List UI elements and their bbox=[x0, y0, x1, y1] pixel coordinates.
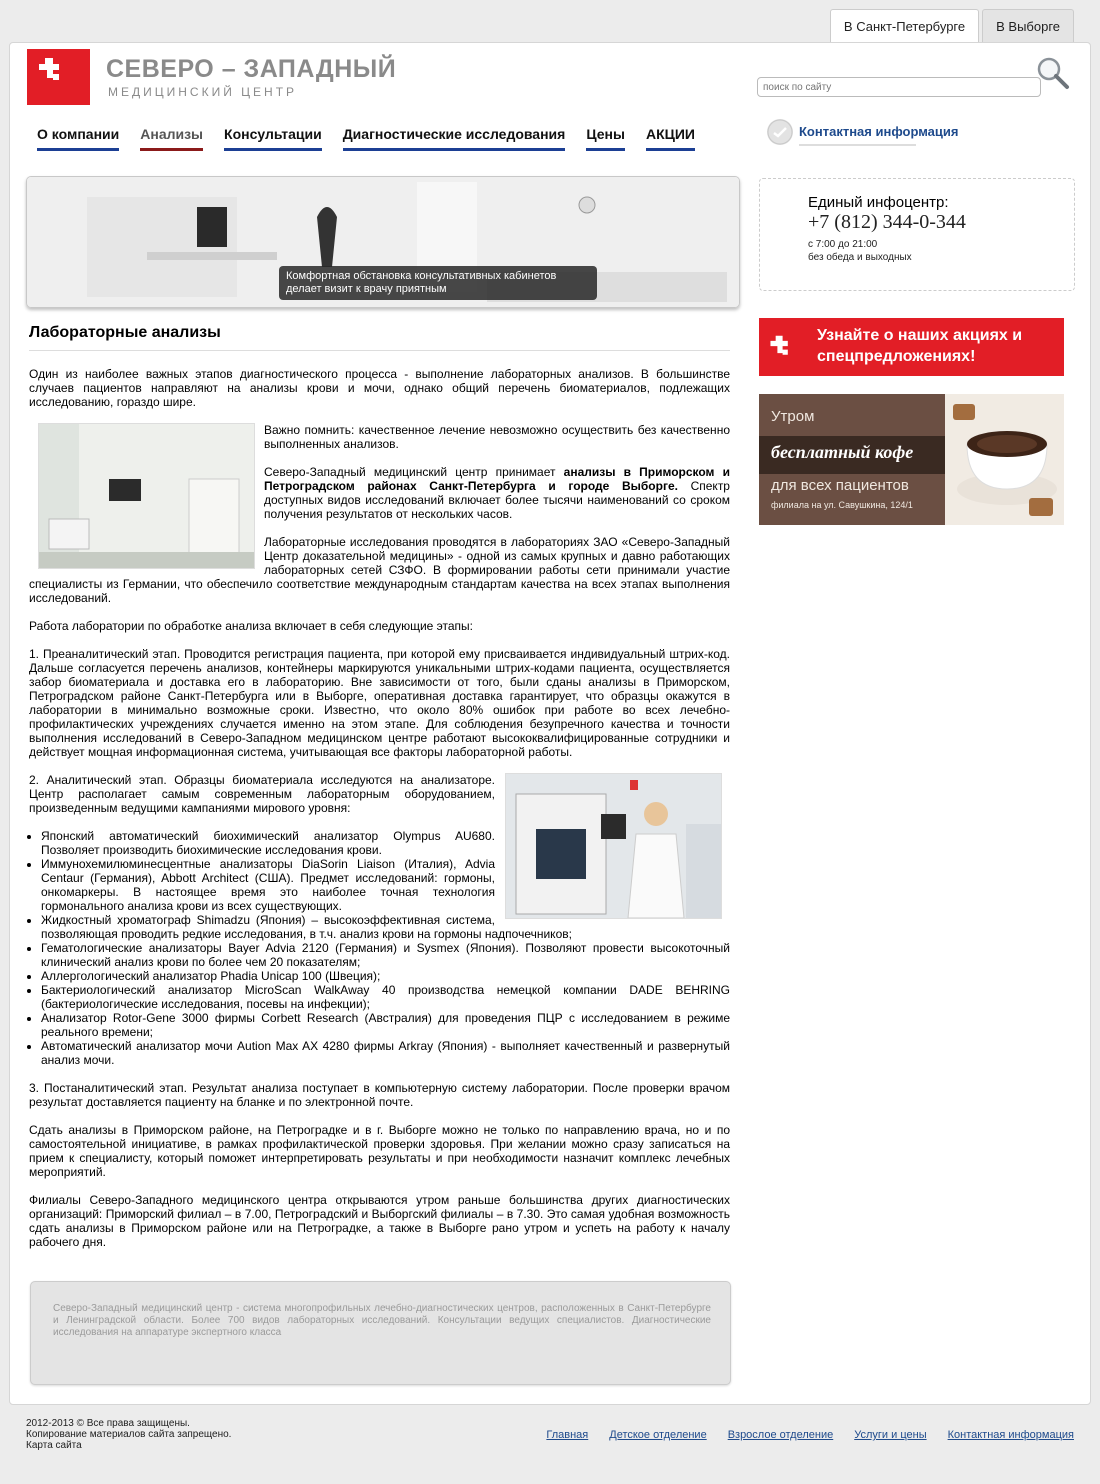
banner bbox=[26, 176, 740, 308]
tab-vyborg[interactable]: В Выборге bbox=[982, 9, 1074, 43]
list-item: • Гематологические анализаторы Bayer Advia 2120 (Германия) и Sysmex (Япония). Позволяют провести высокоточный клинический анализ крови по более чем 20 показателям; bbox=[41, 941, 730, 969]
page-container bbox=[9, 42, 1091, 1405]
infocenter-box bbox=[759, 178, 1075, 291]
article-paragraph: Лабораторные исследования проводятся в лабораториях ЗАО «Северо-Западный Центр доказательной медицины» - одной из самых крупных и давно работающих лабораторных сетей СЗФО. В формировании работы сети принимали участие специалисты из Германии, что обеспечило соответствие международным стандартам качества на всех этапах выполнения исследований. bbox=[29, 535, 730, 605]
page-title: Лабораторные анализы bbox=[29, 323, 730, 351]
article-paragraph: 1. Преаналитический этап. Проводится регистрация пациента, при которой ему присваивается индивидуальный штрих-код. Дальше согласуется перечень анализов, контейнеры маркируются уникальными штрих-кодами пациента, осуществляется забор биоматериала и доставка его в лабораторию. Вне зависимости от того, были сданы анализы в Приморском, Петроградском районе Санкт-Петербурга или в Выборге, оперативная доставка гарантирует, что образцы окажутся в лаборатории в минимально возможные сроки. Известно, что около 80% ошибок при работе во всех лечебно-профилактических учреждениях случается именно на этом этапе. Для соблюдения безупречного качества и точности выполнения исследований в Северо-Западном медицинском центре работают высококвалифицированные сотрудники и действует мощная информационная система, учитывающая все факторы лабораторной работы. bbox=[29, 647, 730, 759]
list-item: • Бактериологический анализатор MicroScan WalkAway 40 производства немецкой компании DADE BEHRING (бактериологические исследования, посевы на инфекции); bbox=[41, 983, 730, 1011]
lab-technician-photo bbox=[505, 773, 722, 919]
city-tabs bbox=[830, 9, 1074, 43]
tab-spb[interactable]: В Санкт-Петербурге bbox=[830, 9, 979, 43]
footer-about-text: Северо-Западный медицинский центр - система многопрофильных лечебно-диагностических центров, расположенных в Санкт-Петербурге и Ленинградской области. Более 700 видов лабораторных исследований. Консультации ведущих специалистов. Диагностические исследования на аппаратуре экспертного класса bbox=[53, 1303, 711, 1338]
list-item: • Аллергологический анализатор Phadia Unicap 100 (Швеция); bbox=[41, 969, 730, 983]
article-paragraph: Северо-Западный медицинский центр принимает анализы в Приморском и Петроградском районах Санкт-Петербурга и городе Выборге. Спектр доступных видов исследований включает более тысячи наименований со сроком получения результатов от нескольких часов. bbox=[264, 465, 730, 521]
infocenter-hours: с 7:00 до 21:00 bbox=[808, 239, 878, 250]
nav-about[interactable]: О компании bbox=[37, 126, 119, 151]
logo[interactable] bbox=[27, 49, 90, 105]
article-paragraph: Важно помнить: качественное лечение невозможно осуществить без качественно выполненных анализов. bbox=[264, 423, 730, 451]
footer-link-home[interactable]: Главная bbox=[546, 1429, 589, 1441]
search-input[interactable] bbox=[757, 77, 1041, 97]
footer-nav bbox=[546, 1429, 1074, 1441]
article-paragraph: Один из наиболее важных этапов диагностического процесса - выполнение лабораторных анализов. В большинстве случаев пациентов направляют на анализы крови и мочи, однако общий перечень биоматериалов, подлежащих исследованию, гораздо шире. bbox=[29, 367, 730, 409]
logo-title: СЕВЕРО – ЗАПАДНЫЙ bbox=[106, 55, 397, 83]
nav-promotions[interactable]: АКЦИИ bbox=[646, 126, 695, 151]
coffee-line-2: бесплатный кофе bbox=[771, 442, 914, 462]
nav-analyses[interactable]: Анализы bbox=[140, 126, 203, 151]
infocenter-label: Единый инфоцентр: bbox=[808, 194, 949, 211]
list-item: • Анализатор Rotor-Gene 3000 фирмы Corbett Research (Австралия) для проведения ПЦР с исследованием в режиме реального времени; bbox=[41, 1011, 730, 1039]
list-item: • Автоматический анализатор мочи Aution Max AX 4280 фирмы Arkray (Япония) - выполняет качественный и развернутый анализ мочи. bbox=[41, 1039, 730, 1067]
lab-room-photo bbox=[38, 423, 255, 569]
contact-info-label: Контактная информация bbox=[799, 124, 959, 139]
nav-consultations[interactable]: Консультации bbox=[224, 126, 322, 151]
cross-logo-icon bbox=[35, 58, 65, 84]
footer-about-box bbox=[30, 1281, 731, 1385]
coffee-line-3: для всех пациентов bbox=[771, 477, 909, 494]
banner-caption: Комфортная обстановка консультативных кабинетов делает визит к врачу приятным bbox=[279, 266, 597, 300]
coffee-cup-image bbox=[945, 394, 1064, 525]
cross-logo-icon bbox=[767, 335, 793, 359]
contact-info-link[interactable] bbox=[767, 119, 967, 147]
coffee-line-1: Утром bbox=[771, 408, 815, 425]
article bbox=[29, 323, 730, 1263]
search-icon[interactable] bbox=[1036, 56, 1070, 90]
footer-link-services[interactable]: Услуги и цены bbox=[854, 1429, 927, 1441]
promo-banner-coffee[interactable] bbox=[759, 394, 1064, 525]
footer-link-contacts[interactable]: Контактная информация bbox=[947, 1429, 1074, 1441]
promo-banner-red[interactable] bbox=[759, 318, 1064, 376]
article-paragraph: Сдать анализы в Приморском районе, на Петроградке и в г. Выборге можно не только по направлению врача, но и по самостоятельной инициативе, в рамках профилактической проверки здоровья. При желании можно сразу записаться на прием к специалисту, который поможет интерпретировать результаты и при необходимости назначит комплекс лечебных мероприятий. bbox=[29, 1123, 730, 1179]
copyright-line: 2012-2013 © Все права защищены. bbox=[26, 1418, 190, 1429]
coffee-line-4: филиала на ул. Савушкина, 124/1 bbox=[771, 500, 913, 510]
nav-diagnostics[interactable]: Диагностические исследования bbox=[343, 126, 566, 151]
article-paragraph: 3. Постаналитический этап. Результат анализа поступает в компьютерную систему лаборатории. После проверки врачом результат доставляется пациенту на бланке и по электронной почте. bbox=[29, 1081, 730, 1109]
promo-red-text: Узнайте о наших акциях и спецпредложениях! bbox=[817, 327, 1023, 365]
logo-subtitle: МЕДИЦИНСКИЙ ЦЕНТР bbox=[108, 85, 298, 99]
article-paragraph: 2. Аналитический этап. Образцы биоматериала исследуются на анализаторе. Центр располагает самым современным лабораторным оборудованием, произведенным ведущими кампаниями мирового уровня: bbox=[29, 773, 495, 815]
list-item: • Иммунохемилюминесцентные анализаторы DiaSorin Liaison (Италия), Advia Centaur (Германия), Abbott Architect (США). Предмет исследований: гормоны, онкомаркеры. В настоящее время это наиболее точная технология гормонального анализа крови из всех существующих. bbox=[41, 857, 730, 913]
main-nav bbox=[37, 126, 716, 151]
list-item: • Японский автоматический биохимический анализатор Olympus AU680. Позволяет производить биохимические исследования крови. bbox=[41, 829, 730, 857]
nav-prices[interactable]: Цены bbox=[586, 126, 625, 151]
infocenter-phone[interactable]: +7 (812) 344-0-344 bbox=[808, 211, 966, 233]
article-paragraph: Филиалы Северо-Западного медицинского центра открываются утром раньше большинства других диагностических организаций: Приморский филиал – в 7.00, Петроградский и Выборгский филиалы – в 7.30. Это самая удобная возможность сдать анализы в Приморском районе или на Петроградке, а также в Выборге рано утром и успеть на работу к началу рабочего дня. bbox=[29, 1193, 730, 1249]
list-item: • Жидкостный хроматограф Shimadzu (Япония) – высокоэффективная система, позволяющая проводить редкие исследования, в т.ч. анализ крови на гормоны надпочечников; bbox=[41, 913, 730, 941]
footer-link-adults[interactable]: Взрослое отделение bbox=[727, 1429, 834, 1441]
footer-link-children[interactable]: Детское отделение bbox=[609, 1429, 707, 1441]
sitemap-link[interactable]: Карта сайта bbox=[26, 1440, 82, 1451]
infocenter-days: без обеда и выходных bbox=[808, 252, 912, 263]
copyright-line: Копирование материалов сайта запрещено. bbox=[26, 1429, 232, 1440]
article-paragraph: Работа лаборатории по обработке анализа включает в себя следующие этапы: bbox=[29, 619, 474, 633]
contact-icon bbox=[767, 119, 793, 145]
copyright bbox=[26, 1418, 231, 1451]
